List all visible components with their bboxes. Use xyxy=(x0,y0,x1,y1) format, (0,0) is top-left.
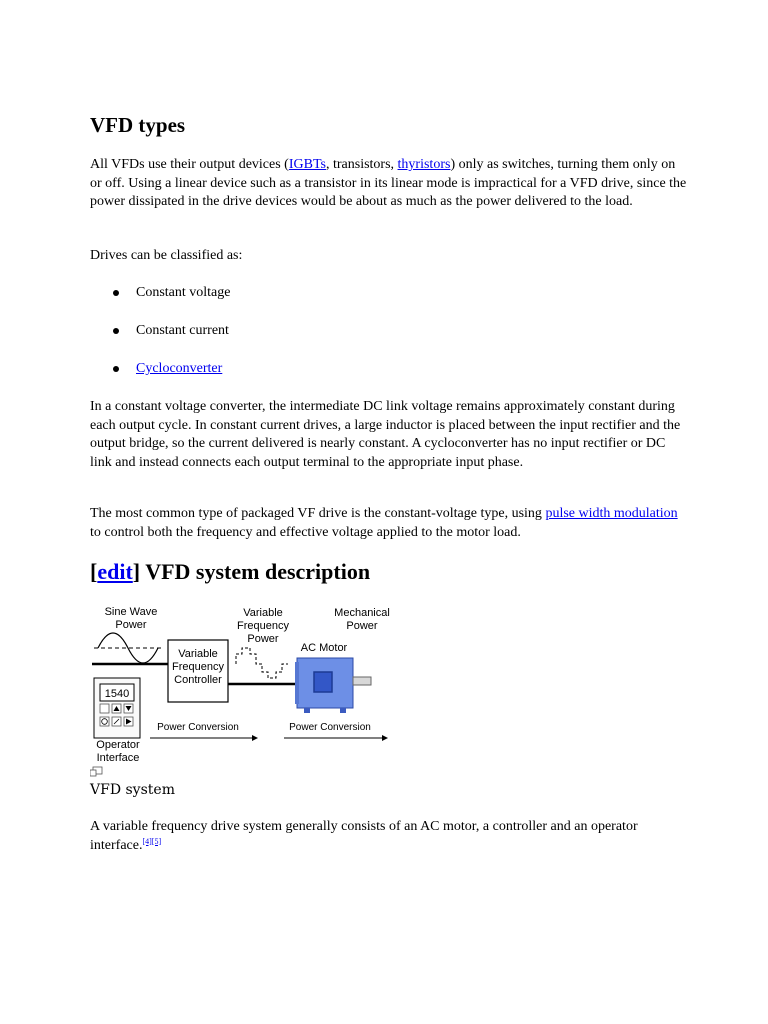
arrow-head-icon xyxy=(252,735,258,741)
sine-wave-label-line1: Sine Wave xyxy=(104,606,158,618)
figure-caption: VFD system xyxy=(90,782,175,798)
operator-label-line1: Operator xyxy=(96,739,140,751)
enlarge-icon[interactable] xyxy=(90,767,102,776)
vf-power-label-line2: Frequency xyxy=(237,620,289,632)
list-item: Constant voltage xyxy=(90,284,231,322)
display-value: 1540 xyxy=(104,688,130,700)
power-conversion-label-2: Power Conversion xyxy=(289,722,371,733)
arrow-head-icon xyxy=(382,735,388,741)
operator-label-line2: Interface xyxy=(96,752,140,764)
vfd-system-diagram xyxy=(90,600,400,780)
link-igbts[interactable]: IGBTs xyxy=(288,157,326,172)
bullet xyxy=(113,366,119,372)
section-heading-system-description: [edit] VFD system description xyxy=(90,559,371,584)
motor-core xyxy=(314,672,332,692)
motor-shaft xyxy=(353,677,371,685)
sine-wave-icon xyxy=(98,633,158,663)
edit-link[interactable]: edit xyxy=(97,559,133,584)
section-heading-vfd-types: VFD types xyxy=(90,113,186,137)
controller-label-line2: Frequency xyxy=(172,661,224,673)
drive-types-list xyxy=(90,284,231,398)
key-button xyxy=(100,704,109,713)
bullet xyxy=(113,328,119,334)
reference-links[interactable]: [4][5] xyxy=(142,836,162,846)
mech-power-label-line1: Mechanical xyxy=(334,607,390,619)
controller-label-line1: Variable xyxy=(178,648,218,660)
list-item: Constant current xyxy=(90,322,231,360)
ac-motor-label: AC Motor xyxy=(300,642,348,654)
controller-label-line3: Controller xyxy=(174,674,222,686)
link-cycloconverter[interactable]: Cycloconverter xyxy=(136,361,223,376)
bullet xyxy=(113,290,119,296)
list-item xyxy=(90,360,231,398)
paragraph-system-components: A variable frequency drive system generally consists of an AC motor, a controller and an operator interface.[4][5] xyxy=(90,819,638,853)
motor-foot-left xyxy=(304,708,310,713)
paragraph-common-type: The most common type of packaged VF drive is the constant-voltage type, using pulse width modulation to control both the frequency and effective voltage applied to the motor load. xyxy=(90,506,678,540)
vf-power-label-line3: Power xyxy=(247,633,279,645)
paragraph-converter-types: In a constant voltage converter, the intermediate DC link voltage remains approximately constant during each output cycle. In constant current drives, a large inductor is placed between the input rectifier and the output bridge, so the current delivered is nearly constant. A cycloconverter has no input rectifier or DC link and instead connects each output terminal to the appropriate input phase. xyxy=(90,399,681,470)
power-conversion-label-1: Power Conversion xyxy=(157,722,239,733)
link-pulse-width-modulation[interactable]: pulse width modulation xyxy=(545,506,678,521)
sine-wave-label-line2: Power xyxy=(115,619,147,631)
paragraph-classification: Drives can be classified as: xyxy=(90,248,243,263)
pwm-waveform-icon xyxy=(236,648,288,678)
vf-power-label-line1: Variable xyxy=(243,607,283,619)
motor-fin xyxy=(295,662,299,704)
motor-foot-right xyxy=(340,708,346,713)
link-thyristors[interactable]: thyristors xyxy=(397,157,451,172)
mech-power-label-line2: Power xyxy=(346,620,378,632)
paragraph-output-devices: All VFDs use their output devices (IGBTs, transistors, thyristors) only as switches, turning them only on or off. Using a linear device such as a transistor in its linear mode is impractical for a VFD drive, since the power dissipated in the drive devices would be about as much as the power delivered to the load. xyxy=(90,157,687,209)
